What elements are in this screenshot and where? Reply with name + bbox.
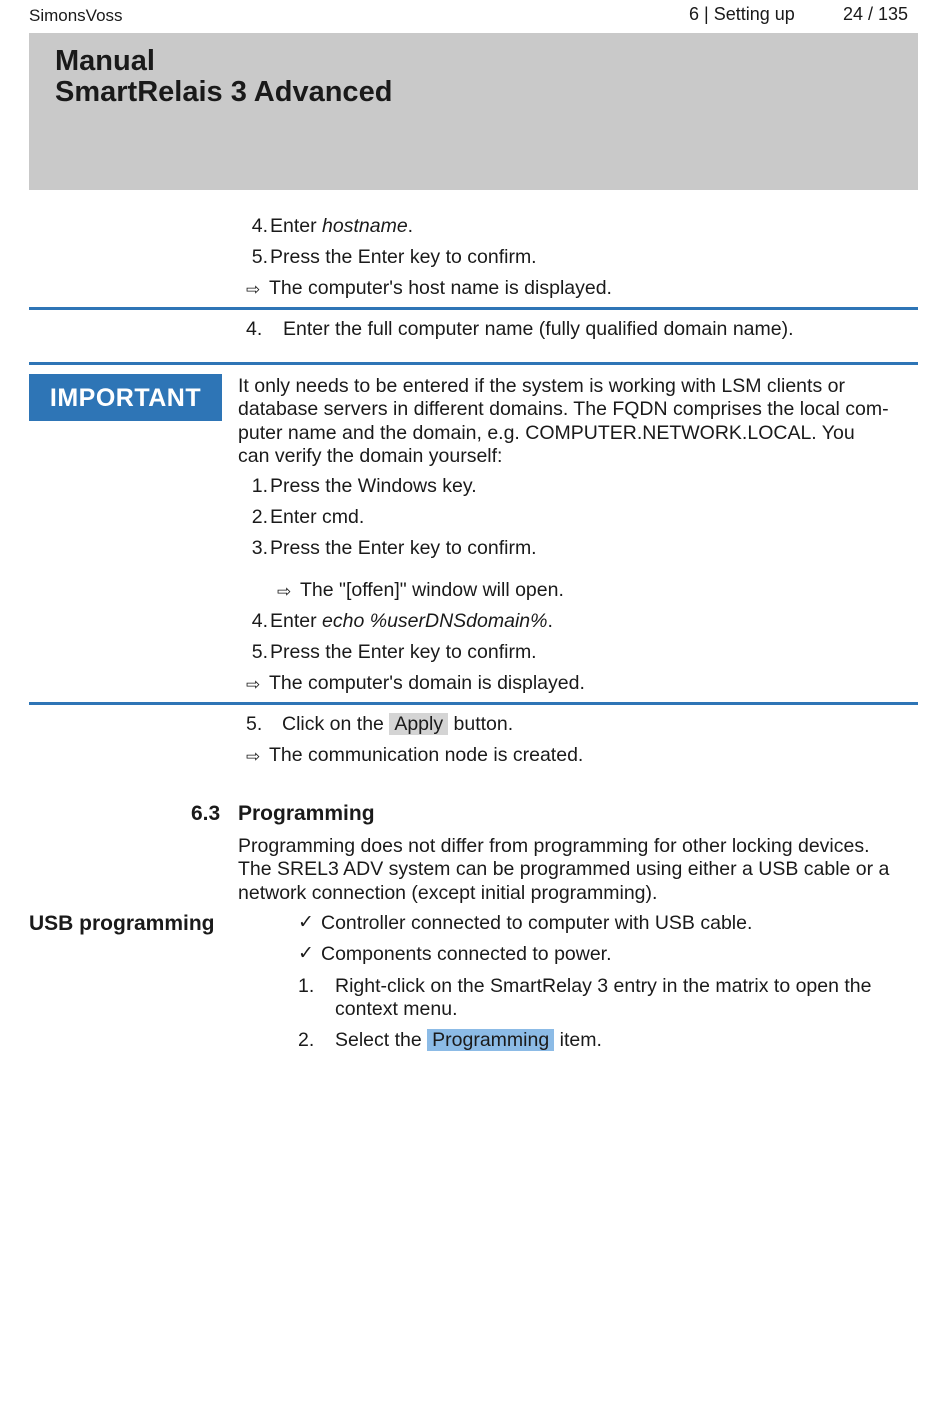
programming-menu-item[interactable]: Programming	[427, 1029, 554, 1051]
usb-programming-label: USB programming	[29, 912, 215, 935]
brand-name: SimonsVoss	[29, 6, 123, 25]
section-indicator: 6 | Setting up	[689, 4, 795, 24]
title-banner	[29, 33, 918, 190]
divider	[29, 362, 918, 365]
section-number: 6.3	[191, 802, 221, 825]
important-text: It only needs to be entered if the system is working with LSM clients or database servers in different domains. The FQDN comprises the local com- puter name and the domain, e.g. COMPUTER.NETWORK.LOCAL. You can verify the domain yourself:	[238, 375, 889, 467]
divider	[29, 702, 918, 705]
product-title: SmartRelais 3 Advanced	[55, 76, 393, 108]
divider	[29, 307, 918, 310]
result-arrow-icon: ⇨	[277, 582, 292, 601]
section-title: Programming	[238, 802, 375, 825]
result-arrow-icon: ⇨	[246, 747, 261, 766]
page-number: 24 / 135	[843, 4, 909, 24]
result-arrow-icon: ⇨	[246, 675, 261, 694]
apply-button[interactable]: Apply	[389, 713, 448, 735]
important-label: IMPORTANT	[29, 374, 222, 421]
manual-title: Manual	[55, 45, 155, 77]
check-icon: ✓	[298, 943, 314, 964]
result-arrow-icon: ⇨	[246, 280, 261, 299]
check-icon: ✓	[298, 912, 314, 933]
section-text: Programming does not differ from programming for other locking devices. The SREL3 ADV system can be programmed using either a USB cable or a network connection (except initial programming).	[238, 835, 890, 904]
